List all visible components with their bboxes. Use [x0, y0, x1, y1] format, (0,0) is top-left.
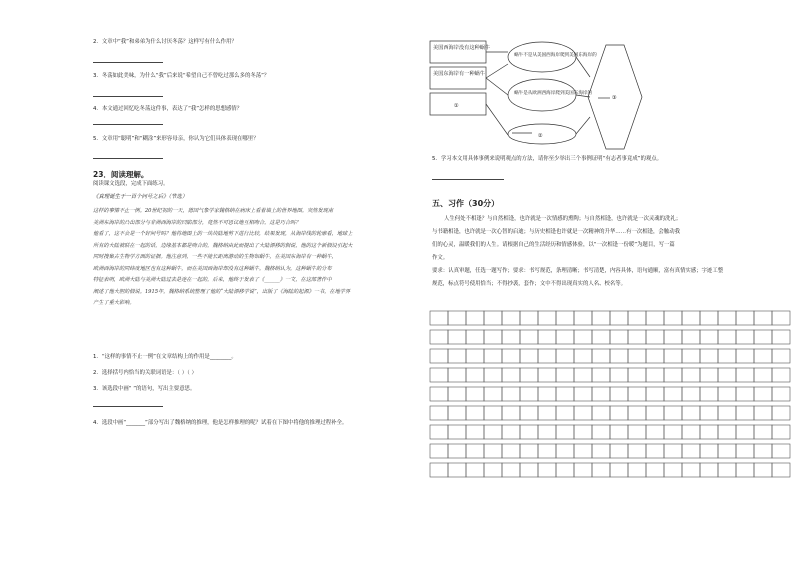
- essay-line: 作文。: [432, 255, 449, 261]
- grid-cell[interactable]: [448, 425, 466, 439]
- grid-cell[interactable]: [502, 406, 520, 420]
- grid-cell[interactable]: [664, 387, 682, 401]
- excerpt-line: 欧洲西海岸的同纬度地区也有这种蜗牛，而在美国西海岸却没有这种蜗牛。魏格纳认为，这种蜗牛的分布: [93, 265, 332, 272]
- grid-cell[interactable]: [448, 349, 466, 363]
- grid-cell[interactable]: [538, 330, 556, 344]
- grid-cell[interactable]: [646, 387, 664, 401]
- grid-cell[interactable]: [610, 444, 628, 458]
- diagram-box-bot-label: ①: [454, 103, 459, 109]
- grid-cell[interactable]: [430, 463, 448, 477]
- grid-cell[interactable]: [682, 463, 700, 477]
- grid-cell[interactable]: [538, 425, 556, 439]
- grid-cell[interactable]: [736, 444, 754, 458]
- question-3: 3．冬荡如此美味，为什么“我”后来说“希望自己不曾吃过那么多的冬荡”？: [93, 73, 270, 79]
- svg-text:③: [612, 95, 617, 101]
- grid-cell[interactable]: [700, 463, 718, 477]
- grid-cell[interactable]: [592, 444, 610, 458]
- grid-cell[interactable]: [430, 368, 448, 382]
- grid-cell[interactable]: [538, 311, 556, 325]
- essay-prompt: [432, 213, 792, 291]
- grid-cell[interactable]: [718, 349, 736, 363]
- grid-cell[interactable]: [520, 406, 538, 420]
- answer-line: [93, 406, 163, 407]
- grid-cell[interactable]: [574, 387, 592, 401]
- grid-cell[interactable]: [502, 368, 520, 382]
- grid-cell[interactable]: [592, 406, 610, 420]
- grid-cell[interactable]: [682, 425, 700, 439]
- grid-cell[interactable]: [682, 368, 700, 382]
- grid-cell[interactable]: [484, 368, 502, 382]
- grid-cell[interactable]: [610, 463, 628, 477]
- grid-cell[interactable]: [556, 368, 574, 382]
- excerpt-body: [93, 206, 411, 310]
- grid-cell[interactable]: [430, 406, 448, 420]
- grid-cell[interactable]: [628, 330, 646, 344]
- excerpt-line: 阐述了他大胆的假说。1915年，魏格纳系统整理了他的“大陆漂移学说”，出版了《海陆的起源》一书，在地学界: [93, 288, 351, 295]
- grid-cell[interactable]: [718, 463, 736, 477]
- grid-cell[interactable]: [772, 349, 790, 363]
- grid-cell[interactable]: [736, 368, 754, 382]
- grid-cell[interactable]: [628, 444, 646, 458]
- grid-cell[interactable]: [700, 406, 718, 420]
- diagram-oval-top-text: 蜗牛不是从美国西海岸爬到美国东海岸的: [514, 53, 597, 58]
- grid-cell[interactable]: [628, 406, 646, 420]
- grid-cell[interactable]: [682, 349, 700, 363]
- reading-instruction: 阅读课文选段，完成下面练习。: [93, 181, 169, 187]
- grid-cell[interactable]: [556, 425, 574, 439]
- grid-cell[interactable]: [430, 425, 448, 439]
- grid-cell[interactable]: [484, 463, 502, 477]
- grid-cell[interactable]: [574, 349, 592, 363]
- grid-cell[interactable]: [754, 368, 772, 382]
- grid-cell[interactable]: [736, 425, 754, 439]
- grid-cell[interactable]: [664, 463, 682, 477]
- diagram-oval-bot-label: ②: [538, 133, 543, 139]
- grid-cell[interactable]: [448, 444, 466, 458]
- grid-cell[interactable]: [502, 387, 520, 401]
- grid-cell[interactable]: [700, 311, 718, 325]
- grid-cell[interactable]: [484, 406, 502, 420]
- grid-cell[interactable]: [682, 311, 700, 325]
- grid-cell[interactable]: [646, 406, 664, 420]
- grid-cell[interactable]: [520, 387, 538, 401]
- grid-cell[interactable]: [610, 349, 628, 363]
- question-2: 2．文章中“我”和弟弟为什么讨厌冬荡？这样写有什么作用？: [93, 39, 237, 45]
- grid-cell[interactable]: [520, 368, 538, 382]
- grid-cell[interactable]: [430, 330, 448, 344]
- question-5: 5．文章用“聪明”和“糊涂”来形容母亲，你认为它们具体表现在哪里？: [93, 136, 259, 142]
- essay-line: 人生何处不相逢？与自然相逢，也许就是一次情感的熏陶；与自然相逢，也许就是一次灵魂的洗礼；: [444, 216, 682, 222]
- answer-line: [93, 62, 163, 63]
- grid-cell[interactable]: [556, 311, 574, 325]
- grid-cell[interactable]: [538, 406, 556, 420]
- grid-cell[interactable]: [736, 406, 754, 420]
- grid-cell[interactable]: [592, 463, 610, 477]
- grid-cell[interactable]: [754, 311, 772, 325]
- grid-cell[interactable]: [754, 463, 772, 477]
- grid-cell[interactable]: [754, 330, 772, 344]
- svg-text:蜗牛不是从美国西海岸爬到美国东海岸的: [514, 51, 597, 58]
- grid-cell[interactable]: [520, 349, 538, 363]
- essay-line: 规范，标点符号使用恰当；不得抄袭，套作；文中不得出现真实的人名、校名等。: [432, 281, 627, 287]
- grid-cell[interactable]: [520, 463, 538, 477]
- grid-cell[interactable]: [718, 444, 736, 458]
- grid-cell[interactable]: [664, 368, 682, 382]
- grid-cell[interactable]: [646, 368, 664, 382]
- grid-cell[interactable]: [646, 311, 664, 325]
- grid-cell[interactable]: [592, 349, 610, 363]
- grid-cell[interactable]: [574, 463, 592, 477]
- grid-cell[interactable]: [718, 330, 736, 344]
- grid-cell[interactable]: [754, 349, 772, 363]
- grid-cell[interactable]: [556, 349, 574, 363]
- svg-text:美国西海岸没有这种蜗牛: [433, 43, 490, 51]
- grid-cell[interactable]: [772, 425, 790, 439]
- grid-cell[interactable]: [610, 368, 628, 382]
- grid-cell[interactable]: [736, 463, 754, 477]
- answer-line: [93, 96, 163, 97]
- grid-cell[interactable]: [574, 311, 592, 325]
- grid-cell[interactable]: [538, 463, 556, 477]
- grid-cell[interactable]: [718, 368, 736, 382]
- grid-cell[interactable]: [520, 311, 538, 325]
- diagram-oval-mid-text: 蜗牛是从欧洲西海岸爬到美国东海岸的: [514, 91, 593, 96]
- grid-cell[interactable]: [772, 311, 790, 325]
- grid-cell[interactable]: [520, 330, 538, 344]
- grid-cell[interactable]: [646, 444, 664, 458]
- answer-line: [93, 158, 163, 159]
- grid-cell[interactable]: [502, 444, 520, 458]
- grid-cell[interactable]: [502, 463, 520, 477]
- grid-cell[interactable]: [700, 330, 718, 344]
- grid-cell[interactable]: [556, 463, 574, 477]
- grid-cell[interactable]: [646, 349, 664, 363]
- grid-cell[interactable]: [628, 368, 646, 382]
- section-five-title: 五、习作（30分）: [432, 199, 500, 208]
- grid-cell[interactable]: [484, 387, 502, 401]
- grid-cell[interactable]: [538, 368, 556, 382]
- grid-cell[interactable]: [682, 444, 700, 458]
- svg-text:①: [454, 103, 459, 109]
- grid-cell[interactable]: [772, 387, 790, 401]
- grid-cell[interactable]: [466, 444, 484, 458]
- diagram-box-mid-text: 美国东海岸有一种蜗牛: [433, 71, 485, 77]
- sub-question-1: 1．“这样的事情不止一例”在文章结构上的作用是________。: [93, 354, 237, 360]
- grid-cell[interactable]: [448, 311, 466, 325]
- grid-cell[interactable]: [574, 425, 592, 439]
- grid-cell[interactable]: [574, 330, 592, 344]
- grid-cell[interactable]: [538, 444, 556, 458]
- question-5-right: 5．学习本文用具体事例来说明观点的方法，请你至少举出三个事例证明“有志者事竟成”的观点。: [432, 156, 663, 162]
- diagram-box-top-text: 美国西海岸没有这种蜗牛: [433, 45, 491, 51]
- grid-cell[interactable]: [466, 463, 484, 477]
- grid-cell[interactable]: [736, 387, 754, 401]
- grid-cell[interactable]: [448, 463, 466, 477]
- grid-cell[interactable]: [718, 311, 736, 325]
- grid-cell[interactable]: [484, 349, 502, 363]
- grid-cell[interactable]: [502, 311, 520, 325]
- grid-cell[interactable]: [772, 463, 790, 477]
- grid-cell[interactable]: [466, 406, 484, 420]
- grid-cell[interactable]: [466, 311, 484, 325]
- svg-text:美国东海岸有一种蜗牛: [433, 69, 485, 77]
- grid-cell[interactable]: [682, 330, 700, 344]
- grid-cell[interactable]: [664, 425, 682, 439]
- grid-cell[interactable]: [448, 368, 466, 382]
- grid-cell[interactable]: [592, 425, 610, 439]
- grid-cell[interactable]: [700, 387, 718, 401]
- excerpt-line: 特征表明，欧洲大陆与美洲大陆过去是连在一起的。后来，他终于发表了《______》一文，在这部著作中: [93, 277, 332, 283]
- sub-question-3: 3．该选段中画“ ”的语句，写出主要意思。: [93, 386, 196, 392]
- grid-cell[interactable]: [718, 387, 736, 401]
- grid-cell[interactable]: [466, 387, 484, 401]
- grid-cell[interactable]: [718, 406, 736, 420]
- grid-cell[interactable]: [754, 406, 772, 420]
- grid-cell[interactable]: [430, 349, 448, 363]
- grid-cell[interactable]: [646, 330, 664, 344]
- grid-cell[interactable]: [628, 387, 646, 401]
- grid-cell[interactable]: [556, 406, 574, 420]
- essay-line: 要求：认真审题，任选一题写作；要求：书写规范，条理清晰；书写清楚，内容具体，语句通顺，富有真情实感；字迹工整: [432, 268, 724, 274]
- grid-cell[interactable]: [466, 425, 484, 439]
- grid-cell[interactable]: [502, 349, 520, 363]
- grid-cell[interactable]: [538, 349, 556, 363]
- grid-cell[interactable]: [430, 311, 448, 325]
- grid-cell[interactable]: [700, 368, 718, 382]
- grid-cell[interactable]: [736, 349, 754, 363]
- reasoning-diagram: [428, 37, 658, 157]
- grid-cell[interactable]: [628, 349, 646, 363]
- grid-cell[interactable]: [628, 425, 646, 439]
- grid-cell[interactable]: [754, 425, 772, 439]
- grid-cell[interactable]: [592, 368, 610, 382]
- grid-cell[interactable]: [484, 425, 502, 439]
- reading-heading: 23．阅读理解。: [93, 170, 149, 179]
- grid-cell[interactable]: [610, 425, 628, 439]
- svg-text:蜗牛是从欧洲西海岸爬到美国东海岸的: [514, 89, 593, 96]
- grid-cell[interactable]: [592, 311, 610, 325]
- grid-cell[interactable]: [628, 463, 646, 477]
- grid-cell[interactable]: [682, 406, 700, 420]
- grid-cell[interactable]: [664, 311, 682, 325]
- grid-cell[interactable]: [646, 463, 664, 477]
- grid-cell[interactable]: [574, 444, 592, 458]
- grid-cell[interactable]: [466, 368, 484, 382]
- grid-cell[interactable]: [484, 311, 502, 325]
- grid-cell[interactable]: [736, 311, 754, 325]
- excerpt-line: 产生了重大影响。: [93, 300, 135, 306]
- grid-cell[interactable]: [664, 444, 682, 458]
- grid-cell[interactable]: [574, 406, 592, 420]
- sub-question-4: 4．选段中画“_______”部分写出了魏格纳的推理，他是怎样推理的呢？试着在下图中将他的推理过程补全。: [93, 420, 348, 426]
- grid-cell[interactable]: [556, 330, 574, 344]
- excerpt-title: 《真理诞生于一百个问号之后》（节选）: [93, 194, 188, 200]
- svg-text:②: [538, 133, 543, 139]
- diagram-hex-label: ③: [612, 95, 617, 101]
- essay-line: 们的心灵，温暖我们的人生。请根据自己的生活经历和情感体验，以“一次相逢一份暖”为题目，写一篇: [432, 242, 675, 248]
- grid-cell[interactable]: [448, 330, 466, 344]
- grid-cell[interactable]: [556, 387, 574, 401]
- grid-cell[interactable]: [772, 330, 790, 344]
- sub-question-2: 2．选择括号内恰当的关联词语是：（ ）（ ）: [93, 370, 197, 376]
- grid-cell[interactable]: [592, 387, 610, 401]
- grid-cell[interactable]: [484, 330, 502, 344]
- grid-cell[interactable]: [484, 444, 502, 458]
- grid-cell[interactable]: [754, 387, 772, 401]
- grid-cell[interactable]: [448, 387, 466, 401]
- essay-line: 与书籍相逢，也许就是一次心智的启迪；与历史相逢也许就是一次精神的升华……有一次相逢，会触动我: [432, 229, 680, 235]
- grid-cell[interactable]: [718, 425, 736, 439]
- excerpt-line: 美洲东海岸的凸出部分与非洲西海岸的凹陷部分，竟然不可思议地互相吻合。这是巧合吗？: [93, 219, 301, 226]
- grid-cell[interactable]: [520, 444, 538, 458]
- grid-cell[interactable]: [466, 330, 484, 344]
- grid-cell[interactable]: [502, 330, 520, 344]
- grid-cell[interactable]: [700, 425, 718, 439]
- excerpt-line: 所有的大陆被联在一起的话，边缘基本都是吻合的。魏格纳由此而提出了大陆漂移的假说，他的这个新假设引起大: [93, 242, 353, 249]
- grid-cell[interactable]: [430, 387, 448, 401]
- grid-cell[interactable]: [592, 330, 610, 344]
- grid-cell[interactable]: [430, 444, 448, 458]
- grid-cell[interactable]: [448, 406, 466, 420]
- excerpt-line: 他看了，这不会是一个好问号吗？他将地图上的一块块陆地剪下进行比较，结果发现，从海岸线的轮廓看，地球上: [93, 231, 353, 237]
- essay-writing-grid[interactable]: [428, 309, 794, 484]
- grid-cell[interactable]: [556, 444, 574, 458]
- grid-cell[interactable]: [754, 444, 772, 458]
- grid-cell[interactable]: [700, 349, 718, 363]
- grid-cell[interactable]: [538, 387, 556, 401]
- grid-cell[interactable]: [682, 387, 700, 401]
- answer-line: [93, 124, 163, 125]
- question-4: 4．本文通过回忆吃冬荡这件事，表达了“我”怎样的思想感情？: [93, 106, 243, 112]
- grid-cell[interactable]: [772, 406, 790, 420]
- grid-cell[interactable]: [610, 311, 628, 325]
- grid-cell[interactable]: [772, 368, 790, 382]
- grid-cell[interactable]: [700, 444, 718, 458]
- answer-line: [432, 179, 504, 180]
- grid-cell[interactable]: [610, 387, 628, 401]
- grid-cell[interactable]: [610, 330, 628, 344]
- grid-cell[interactable]: [772, 444, 790, 458]
- grid-cell[interactable]: [664, 349, 682, 363]
- grid-cell[interactable]: [520, 425, 538, 439]
- grid-cell[interactable]: [664, 330, 682, 344]
- grid-cell[interactable]: [664, 406, 682, 420]
- grid-cell[interactable]: [646, 425, 664, 439]
- grid-cell[interactable]: [628, 311, 646, 325]
- grid-cell[interactable]: [736, 330, 754, 344]
- excerpt-line: 这样的事情不止一例。20世纪初的一天，德国气象学家魏格纳在病床上看着墙上的世界地图。突然发现南: [93, 208, 334, 214]
- grid-cell[interactable]: [610, 406, 628, 420]
- grid-cell[interactable]: [466, 349, 484, 363]
- grid-cell[interactable]: [574, 368, 592, 382]
- excerpt-line: 同时搜集古生物学方面的证据。他注意到，一些不能长距离游动的生物如蜗牛，在美国东海岸有一种蜗牛，: [93, 254, 337, 260]
- grid-cell[interactable]: [502, 425, 520, 439]
